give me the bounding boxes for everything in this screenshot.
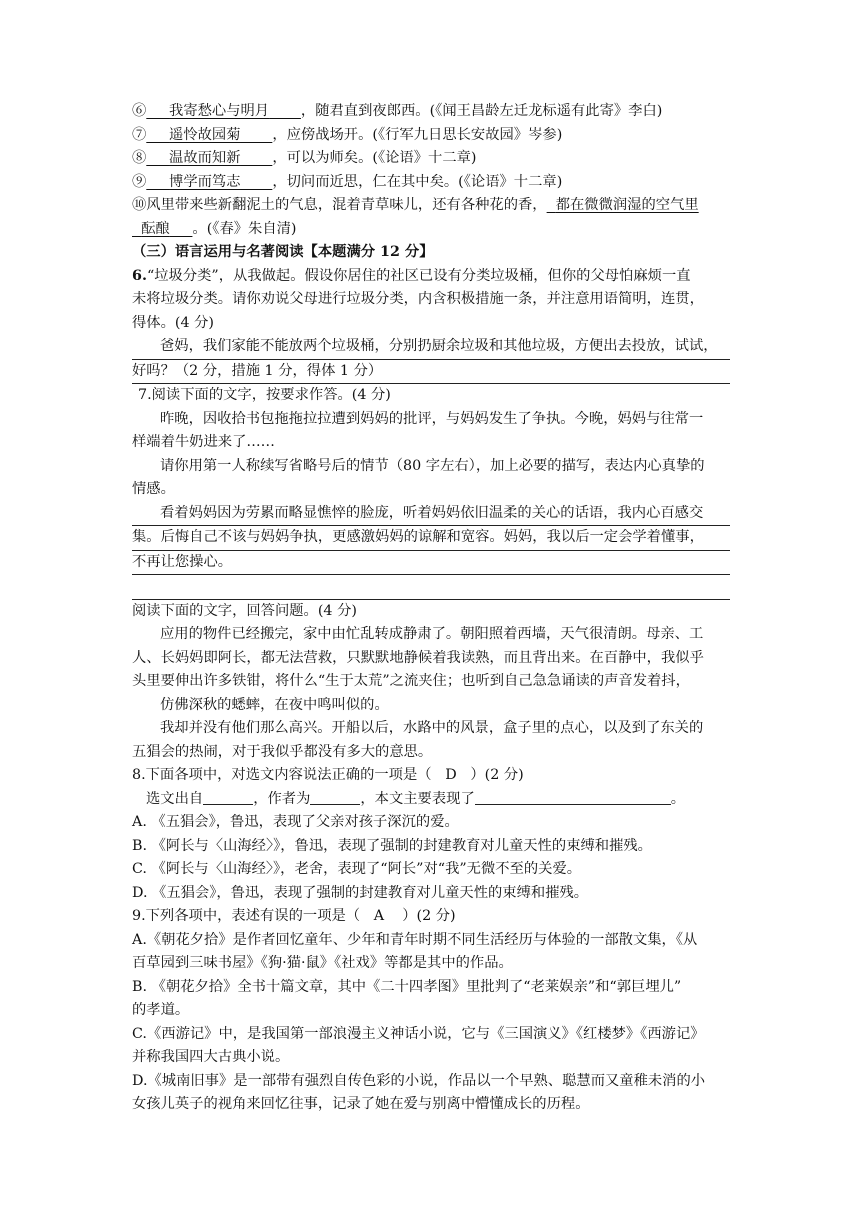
q9-option-a-line2: 百草园到三味书屋》《狗·猫·鼠》《社戏》等都是其中的作品。 — [132, 955, 513, 971]
q8-fill-line: 选文出自 ，作者为 ，本文主要表现了 。 — [146, 790, 686, 807]
reading-p2a: 我却并没有他们那么高兴。开船以后，水路中的风景，盒子里的点心，以及到了东关的 — [160, 720, 704, 736]
q8-stem: 8.下面各项中，对选文内容说法正确的一项是（ D ）(2 分) — [132, 767, 524, 783]
q6-answer-line2: 好吗？（2 分，措施 1 分，得体 1 分） — [132, 360, 730, 385]
q6-line1: 6.“垃圾分类”，从我做起。假设你居住的社区已设有分类垃圾桶，但你的父母怕麻烦一直 — [132, 267, 691, 284]
reading-p1a: 应用的物件已经搬完，家中由忙乱转成静肃了。朝阳照着西墙，天气很清朗。母亲、工 — [160, 626, 704, 642]
q7-p1a: 昨晚，因收拾书包拖拖拉拉遭到妈妈的批评，与妈妈发生了争执。今晚，妈妈与往常一 — [160, 410, 704, 427]
q9-option-b-line1[interactable]: B. 《朝花夕拾》全书十篇文章，其中《二十四孝图》里批判了“老莱娱亲”和“郭巨埋儿” — [132, 978, 682, 995]
q6-line2: 未将垃圾分类。请你劝说父母进行垃圾分类，内含积极措施一条，并注意用语简明，连贯， — [132, 291, 704, 307]
reading-p1c: 头里要伸出许多铁钳，将什么“生于太荒”之流夹住；也听到自己急急诵读的声音发着抖， — [132, 673, 690, 689]
reading-p1b: 人、长妈妈即阿长，都无法营救，只默默地静候着我读熟，而且背出来。在百静中，我似乎 — [132, 649, 704, 666]
poem-line-10b: 酝酿 。(《春》朱自清) — [132, 218, 730, 242]
q7-answer-line1: 看着妈妈因为劳累而略显憔悴的脸庞，听着妈妈依旧温柔的关心的话语，我内心百感交 — [132, 502, 730, 527]
section-title: （三）语言运用与名著阅读【本题满分 12 分】 — [132, 244, 434, 260]
q9-option-c-line2: 并称我国四大古典小说。 — [132, 1049, 290, 1065]
q8-option-c[interactable]: C. 《阿长与〈山海经〉》，老舍，表现了“阿长”对“我”无微不至的关爱。 — [132, 861, 582, 877]
reading-p1d: 仿佛深秋的蟋蟀，在夜中鸣叫似的。 — [160, 696, 389, 713]
fill-blank[interactable] — [203, 790, 253, 805]
answer-underline: 我寄愁心与明月 — [169, 103, 270, 119]
poem-line-8: ⑧ 温故而知新 ，可以为师矣。(《论语》十二章) — [132, 150, 477, 166]
q7-answer-line2: 集。后悔自己不该与妈妈争执，更感激妈妈的谅解和宽容。妈妈，我以后一定会学着懂事， — [132, 526, 730, 551]
answer-underline: 都在微微润湿的空气里 — [555, 197, 699, 213]
q9-option-b-line2: 的孝道。 — [132, 1002, 190, 1018]
q8-option-d[interactable]: D. 《五猖会》，鲁迅，表现了强制的封建教育对儿童天性的束缚和摧残。 — [132, 884, 589, 901]
q9-option-d-line1[interactable]: D.《城南旧事》是一部带有强烈自传色彩的小说，作品以一个早熟、聪慧而又童稚未消的小 — [132, 1072, 706, 1089]
q7-p2a: 请你用第一人称续写省略号后的情节（80 字左右），加上必要的描写，表达内心真挚的 — [160, 457, 705, 474]
poem-line-9: ⑨ 博学而笃志 ，切问而近思，仁在其中矣。(《论语》十二章) — [132, 173, 563, 190]
answer-underline: 遥怜故园菊 — [169, 126, 241, 143]
q8-option-a[interactable]: A. 《五猖会》，鲁迅，表现了父亲对孩子深沉的爱。 — [132, 814, 459, 830]
q9-option-a-line1[interactable]: A.《朝花夕拾》是作者回忆童年、少年和青年时期不同生活经历与体验的一部散文集，《从 — [132, 931, 698, 948]
q7-blank-line — [132, 575, 730, 600]
answer-underline: 博学而笃志 — [169, 173, 241, 190]
q9-option-c-line1[interactable]: C.《西游记》中，是我国第一部浪漫主义神话小说，它与《三国演义》《红楼梦》《西游记》 — [132, 1025, 705, 1042]
poem-line-10a: ⑩风里带来些新翻泥土的气息，混着青草味儿，还有各种花的香， 都在微微润湿的空气里 — [132, 197, 699, 213]
q9-stem: 9.下列各项中，表述有误的一项是（ A ）(2 分) — [132, 908, 456, 924]
q7-answer-line3: 不再让您操心。 — [132, 551, 730, 576]
q7-p2b: 情感。 — [132, 481, 175, 497]
q8-option-b[interactable]: B. 《阿长与〈山海经〉》，鲁迅，表现了强制的封建教育对儿童天性的束缚和摧残。 — [132, 837, 652, 854]
fill-blank[interactable] — [310, 790, 360, 805]
reading-intro: 阅读下面的文字，回答问题。(4 分) — [132, 602, 357, 619]
answer-underline: 酝酿 — [141, 220, 170, 237]
q9-answer: A — [373, 908, 385, 924]
poem-line-6: ⑥ 我寄愁心与明月 ，随君直到夜郎西。(《闻王昌龄左迁龙标遥有此寄》李白) — [132, 103, 663, 119]
q7-title: 7.阅读下面的文字，按要求作答。(4 分) — [138, 387, 391, 403]
q9-option-d-line2: 女孩儿英子的视角来回忆往事，记录了她在爱与别离中懵懂成长的历程。 — [132, 1096, 590, 1112]
reading-p2b: 五猖会的热闹，对于我似乎都没有多大的意思。 — [132, 743, 433, 760]
q6-answer-line1: 爸妈，我们家能不能放两个垃圾桶，分别扔厨余垃圾和其他垃圾，方便出去投放，试试， — [132, 335, 730, 360]
answer-underline: 温故而知新 — [169, 150, 241, 166]
poem-line-7: ⑦ 遥怜故园菊 ，应傍战场开。(《行军九日思长安故园》岑参) — [132, 126, 563, 143]
q7-p1b: 样端着牛奶进来了…… — [132, 434, 275, 450]
q8-answer: D — [445, 767, 457, 783]
exam-page — [132, 100, 730, 1117]
q6-line3: 得体。(4 分) — [132, 314, 214, 331]
fill-blank[interactable] — [475, 790, 671, 805]
